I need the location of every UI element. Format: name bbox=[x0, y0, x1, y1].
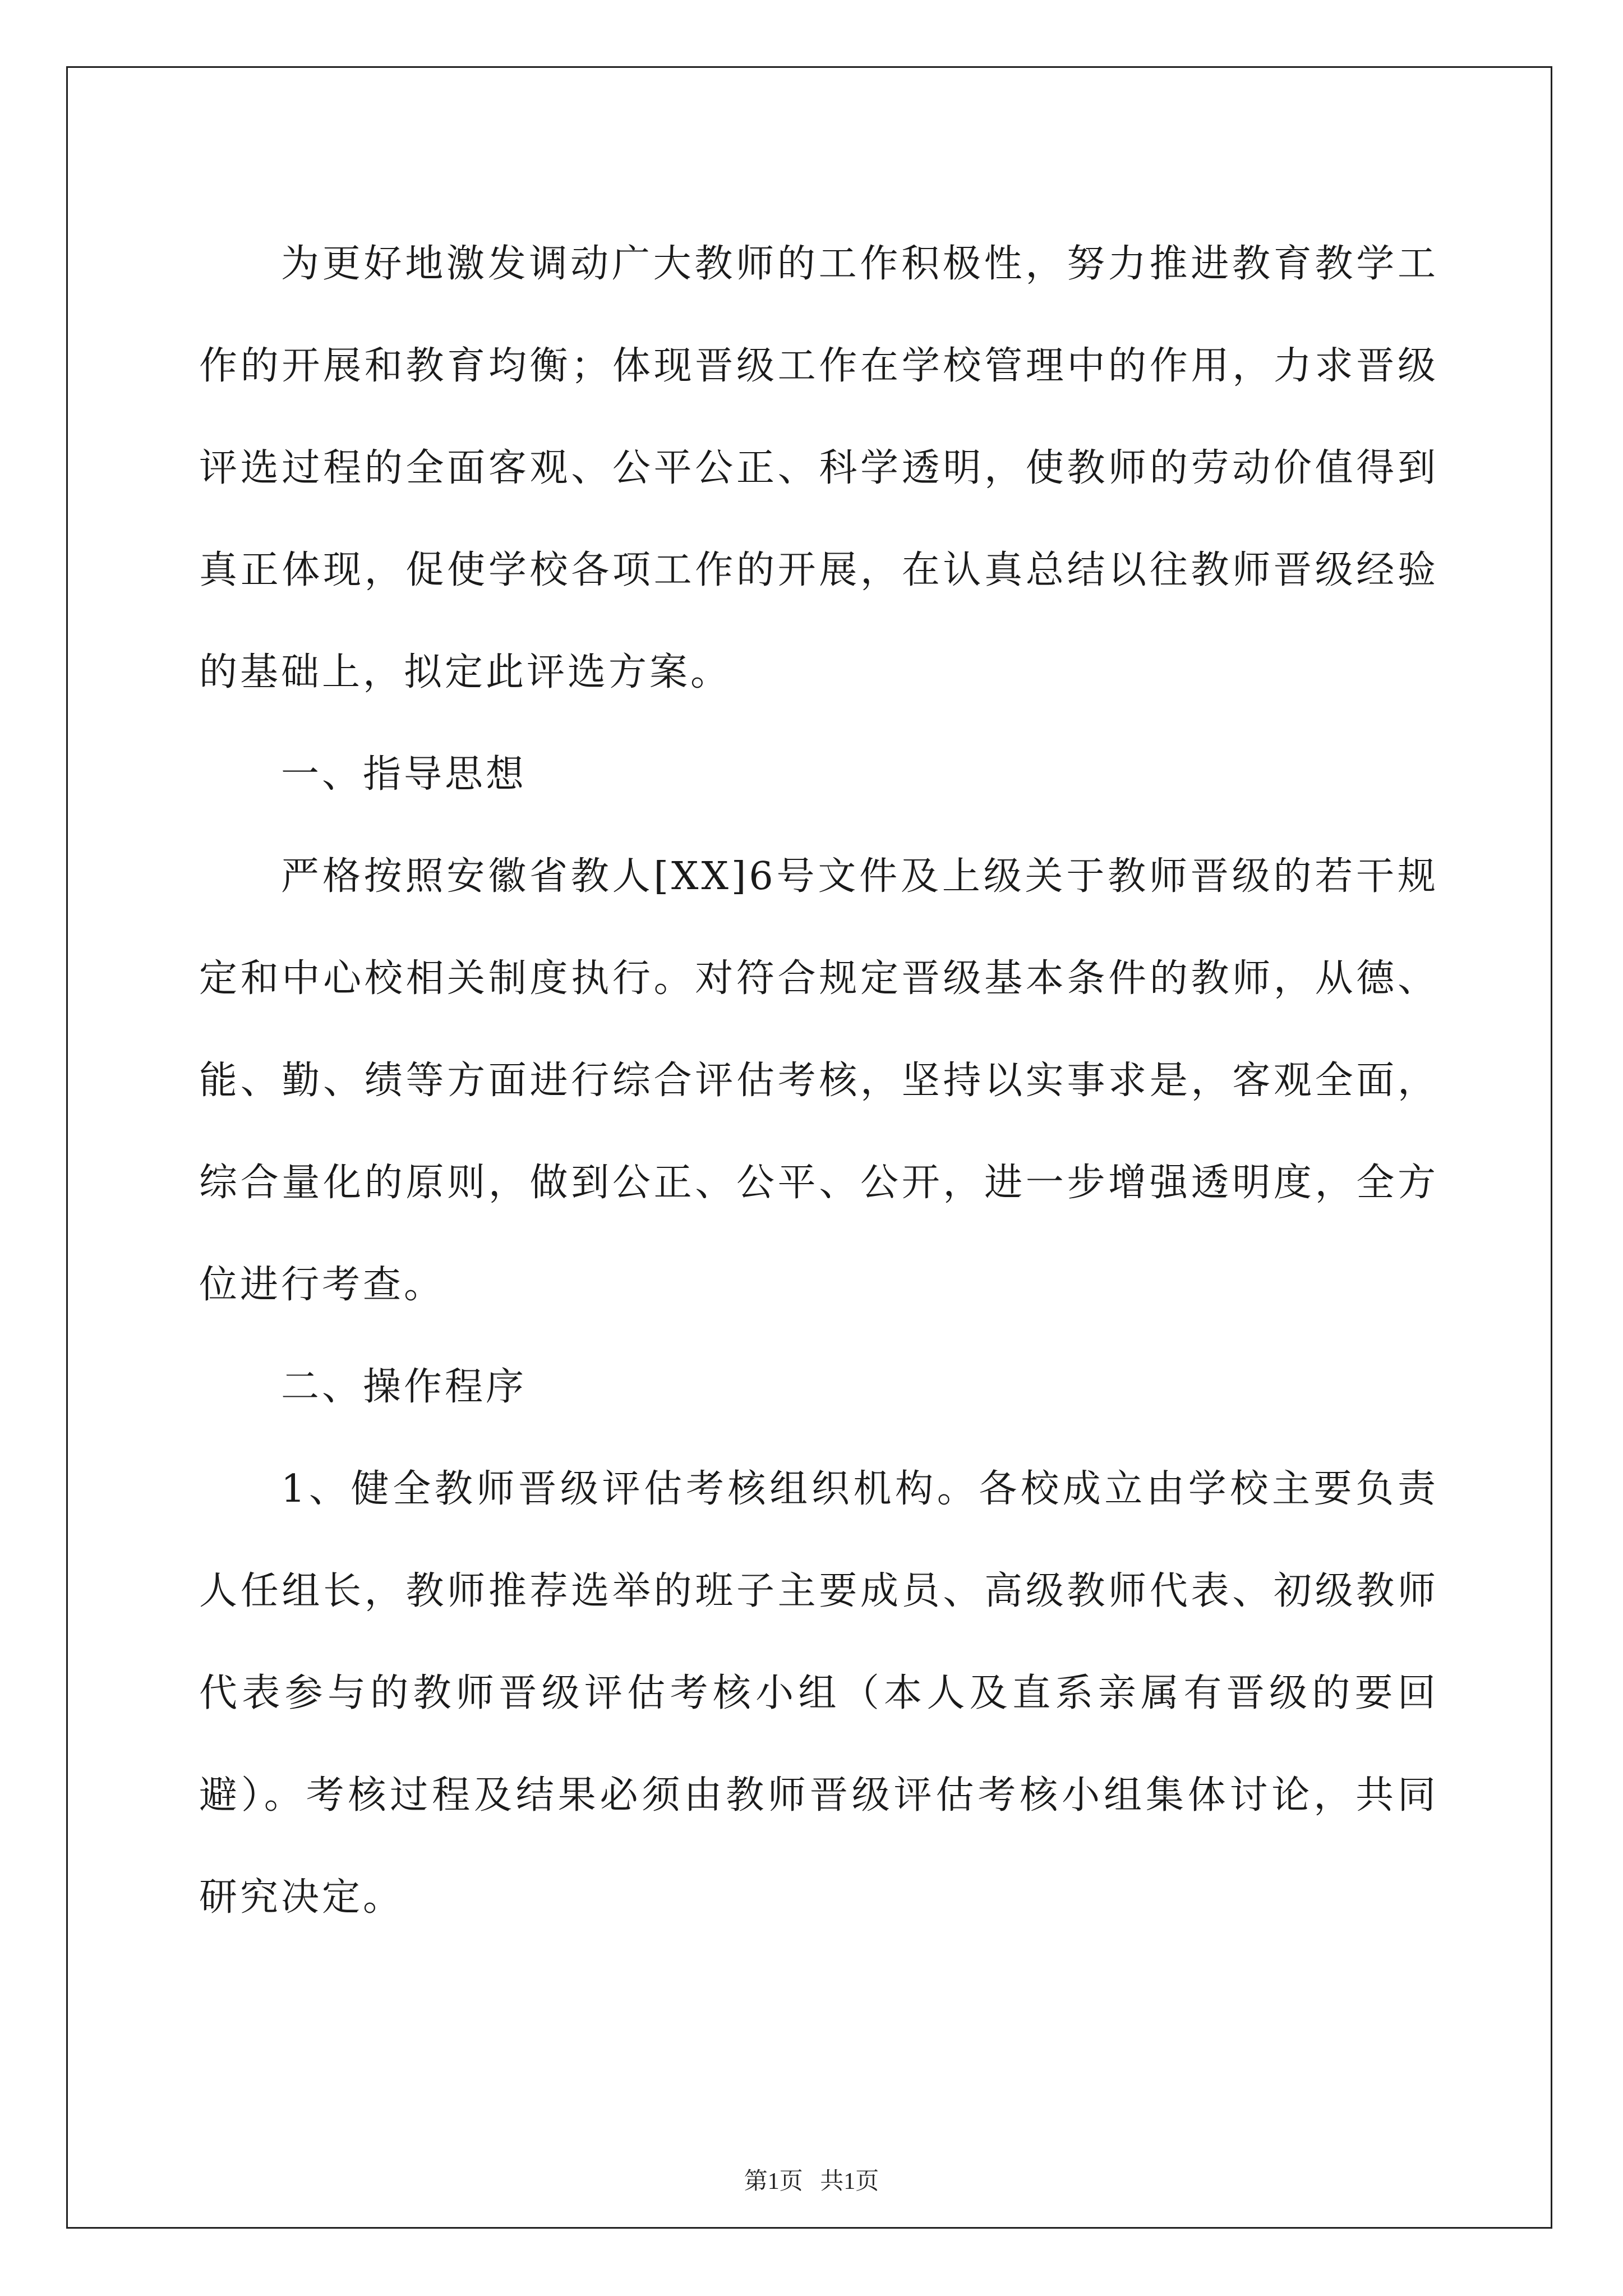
paragraph-guiding-ideology: 严格按照安徽省教人[XX]6号文件及上级关于教师晋级的若干规定和中心校相关制度执行。对符合规定晋级基本条件的教师，从德、能、勤、绩等方面进行综合评估考核，坚持以实事求是，客观全面，综合量化的原则，做到公正、公平、公开，进一步增强透明度，全方位进行考查。 bbox=[199, 854, 1438, 1307]
page-footer bbox=[0, 2162, 1623, 2196]
page-number-current: 第1页 bbox=[744, 2169, 803, 2194]
heading-guiding-ideology: 一、指导思想 bbox=[281, 752, 527, 797]
heading-operating-procedure: 二、操作程序 bbox=[281, 1365, 527, 1409]
paragraph-intro: 为更好地激发调动广大教师的工作积极性，努力推进教育教学工作的开展和教育均衡；体现晋级工作在学校管理中的作用，力求晋级评选过程的全面客观、公平公正、科学透明，使教师的劳动价值得到真正体现，促使学校各项工作的开展，在认真总结以往教师晋级经验的基础上，拟定此评选方案。 bbox=[199, 242, 1438, 694]
document-body bbox=[199, 213, 1438, 1949]
page-number-total: 共1页 bbox=[820, 2169, 879, 2194]
paragraph-procedure-1: 1、健全教师晋级评估考核组织机构。各校成立由学校主要负责人任组长，教师推荐选举的班子主要成员、高级教师代表、初级教师代表参与的教师晋级评估考核小组（本人及直系亲属有晋级的要回避）。考核过程及结果必须由教师晋级评估考核小组集体讨论，共同研究决定。 bbox=[199, 1467, 1438, 1920]
